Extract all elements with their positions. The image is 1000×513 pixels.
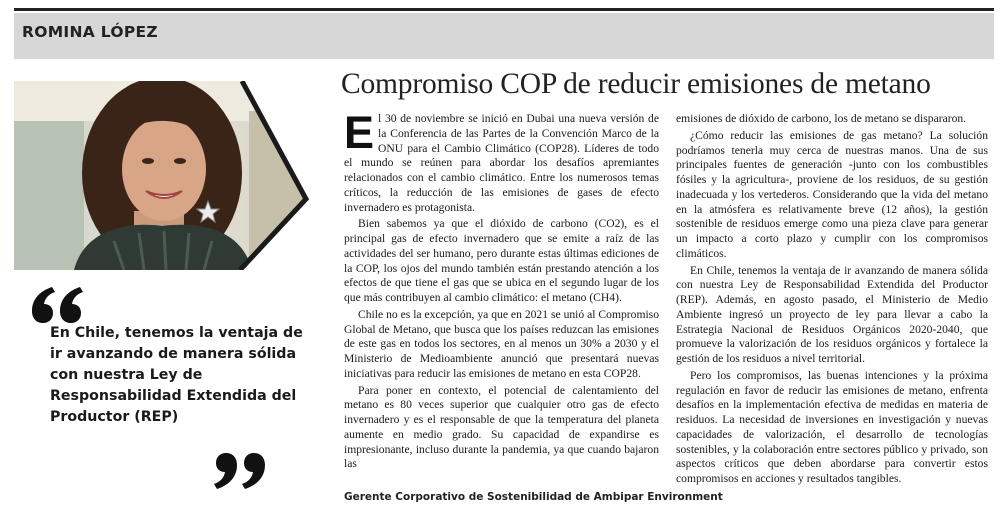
article-paragraph: Chile no es la excepción, ya que en 2021 se unió al Compromiso Global de Metano, que busca que los países reduzcan las emisiones de este gas en todos los sectores, en al menos un 30% a 2030 y el Ministerio de Medioambiente anunció que presentará nuevas iniciativas para reducir las emisiones de metano en esta COP28.: [344, 307, 659, 380]
article-paragraph: En Chile, tenemos la ventaja de ir avanzando de manera sólida con nuestra Ley de Responsabilidad Extendida del Productor (REP). Además, en agosto pasado, el Ministerio de Medio Ambiente ingresó un proyecto de ley para llevar a cabo la Estrategia Nacional de Residuos Orgánicos 2020-2040, que promueve la valorización de los residuos orgánicos y fortalece la gestión de los residuos a nivel territorial.: [676, 263, 988, 365]
article-paragraph: Pero los compromisos, las buenas intenciones y la próxima regulación en favor de reducir las emisiones de metano, enfrenta desafíos en la implementación efectiva de medidas en materia de residuos. La necesidad de inversiones en investigación y nuevas capacidades de valorización, el desarrollo de tecnologías sostenibles, y la colaboración entre sectores público y privado, son aspectos críticos que deben abordarse para convertir estos compromisos en acciones y resultados tangibles.: [676, 368, 988, 485]
author-header-bar: [14, 13, 994, 59]
author-byline: Gerente Corporativo de Sostenibilidad de Ambipar Environment: [344, 491, 723, 503]
author-photo-illustration: [14, 81, 314, 270]
open-quote-icon: [30, 285, 88, 325]
article-paragraph: emisiones de dióxido de carbono, los de metano se dispararon.: [676, 112, 967, 125]
article-title: Compromiso COP de reducir emisiones de metano: [341, 68, 931, 100]
close-quote-icon: [209, 451, 267, 491]
author-name: ROMINA LÓPEZ: [22, 23, 158, 41]
article-paragraph: Bien sabemos ya que el dióxido de carbono (CO2), es el principal gas de efecto invernadero que se emite a raíz de las actividades del ser humano, pero durante estas últimas ediciones de la COP, los ojos del mundo también están prestando atención a los efectos de que tiene el gas que se ubica en el segundo lugar de los que más contribuyen al cambio climático: el metano (CH4).: [344, 217, 659, 304]
paragraph-text: l 30 de noviembre se inició en Dubai una nueva versión de la Conferencia de las Partes de la Convención Marco de la ONU para el Cambio Climático (COP28). Líderes de todo el mundo se reúnen para abordar los desafíos apremiantes relacionados con el cambio climático. Entre los numerosos temas críticos, la reducción de las emisiones de gases de efecto invernadero es protagonista.: [344, 112, 659, 214]
article-paragraph: ¿Cómo reducir las emisiones de gas metano? La solución podríamos tenerla muy cerca de nuestras manos. Una de sus principales fuentes de generación -junto con los combustibles fósiles y la agricultura-, proviene de los residuos, de su gestión inadecuada y los vertederos. Considerando que la vida del metano en la atmósfera es relativamente breve (12 años), la gestión sostenible de residuos emerge como una pieza clave para generar un impacto a corto plazo y cumplir con los compromisos climáticos.: [676, 128, 988, 260]
drop-cap: E: [344, 107, 375, 158]
author-photo: [14, 81, 314, 270]
article-column-1: [344, 107, 659, 472]
pull-quote: [14, 285, 314, 500]
article-paragraph: Para poner en contexto, el potencial de calentamiento del metano es 80 veces superior que cualquier otro gas de efecto invernadero y es el responsable de que la temperatura del planeta aumente en medio grado. Su capacidad de expandirse es impresionante, incluso durante la pandemia, ya que cuando bajaron las: [344, 383, 659, 471]
top-rule: [14, 8, 994, 11]
article-column-2: [676, 112, 988, 487]
pull-quote-text: En Chile, tenemos la ventaja de ir avanzando de manera sólida con nuestra Ley de Responsabilidad Extendida del Productor (REP): [50, 325, 303, 425]
article-paragraph: [344, 107, 659, 215]
